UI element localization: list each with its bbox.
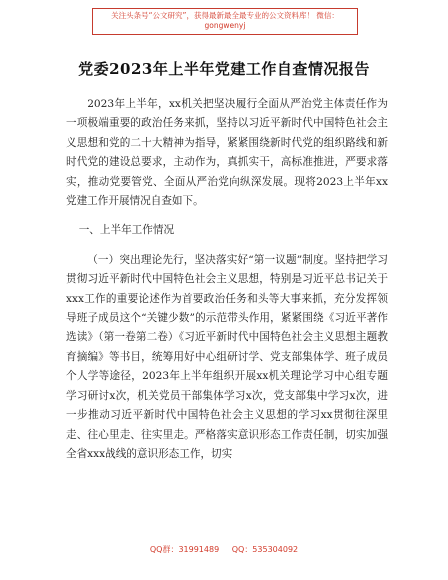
item-paragraph: （一）突出理论先行，坚决落实好“第一议题”制度。坚持把学习贯彻习近平新时代中国特色社会主义思想，特别是习近平总书记关于xxx工作的重要论述作为首要政治任务和头等大事来抓，充分发挥领导班子成员这个“关键少数”的示范带头作用，紧紧围绕《习近平著作选读》（第一卷第二卷）《习近平新时代中国特色社会主义思想主题教育摘编》等书目，统筹用好中心组研讨学、党支部集体学、班子成员个人学等途径，2023年上半年组织开展xx机关理论学习中心组专题学习研讨x次，机关党员干部集体学习x次，党支部集中学习x次，进一步推动习近平新时代中国特色社会主义思想的学习xx贯彻往深里走、往心里走、往实里走。严格落实意识形态工作责任制，切实加强全省xxx战线的意识形态工作，切实: [66, 253, 388, 460]
promo-banner-text: 关注头条号“公文研究”，获得最新最全最专业的公文资料库！ 微信：gongwenyj: [111, 11, 339, 30]
document-body: [66, 95, 388, 464]
intro-paragraph: 2023年上半年，xx机关把坚决履行全面从严治党主体责任作为一项极端重要的政治任务来抓，坚持以习近平新时代中国特色社会主义思想和党的二十大精神为指导，紧紧围绕新时代党的组织路线和新时代党的建设总要求，主动作为，真抓实干，高标准推进，严要求落实，推动党要管党、全面从严治党向纵深发展。现将2023上半年xx党建工作开展情况自查如下。: [66, 98, 388, 208]
qq-group: QQ群：31991489: [149, 545, 220, 554]
promo-banner: [92, 8, 358, 35]
qq-contact: QQ：535304092: [231, 545, 299, 554]
section-heading: 一、上半年工作情况: [78, 224, 175, 237]
contact-footer: [0, 544, 448, 555]
document-title: 党委2023年上半年党建工作自查情况报告: [78, 60, 370, 78]
